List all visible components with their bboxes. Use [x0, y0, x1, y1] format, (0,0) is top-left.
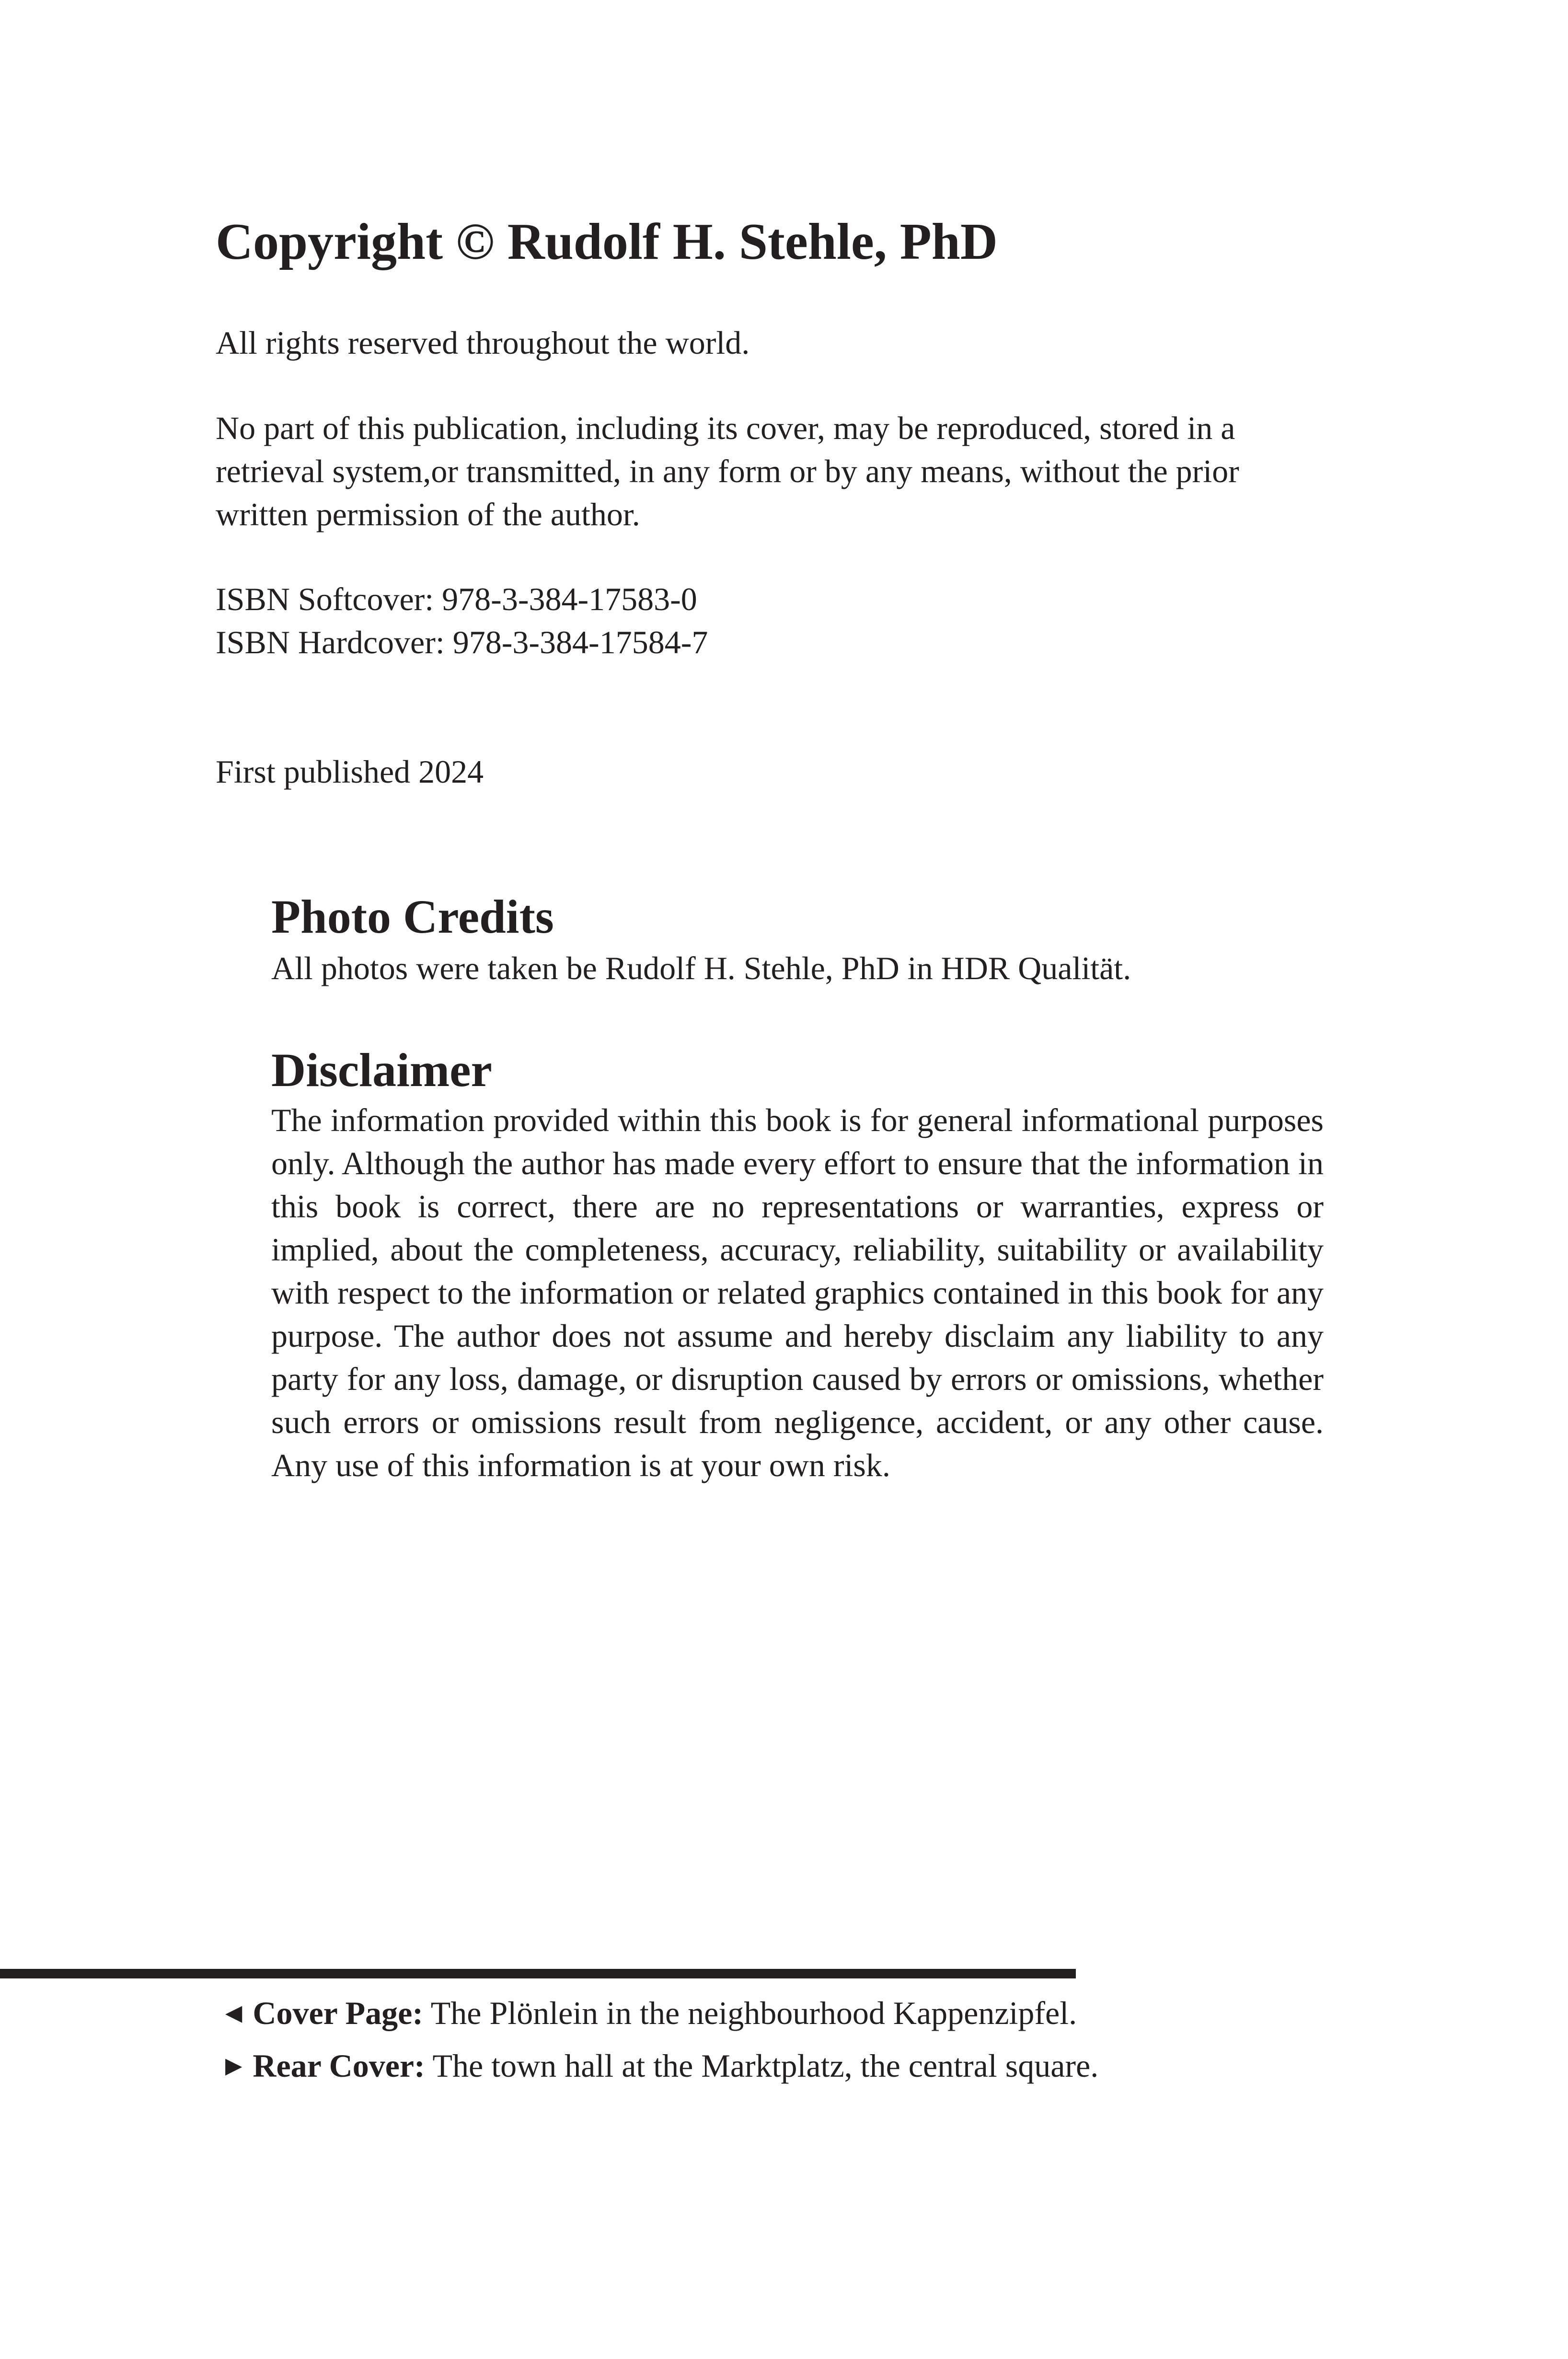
isbn-softcover: ISBN Softcover: 978-3-384-17583-0 [216, 581, 697, 617]
caption-label: Rear Cover: [253, 2047, 425, 2084]
caption-text: The town hall at the Marktplatz, the central square. [425, 2047, 1099, 2084]
disclaimer-heading: Disclaimer [271, 1043, 492, 1097]
horizontal-rule [0, 1969, 1076, 1978]
photo-credits-text: All photos were taken be Rudolf H. Stehle, PhD in HDR Qualität. [271, 950, 1131, 986]
disclaimer-text: The information provided within this book is for general informational purposes only. Although the author has made every effort to ensure that the information in this book is correct, there are no representations or warranties, express or implied, about the completeness, accuracy, reliability, suitability or availability with respect to the information or related graphics contained in this book for any purpose. The author does not assume and hereby disclaim any liability to any party for any loss, damage, or disruption caused by errors or omissions, whether such errors or omissions result from negligence, accident, or any other cause. Any use of this information is at your own risk. [271, 1102, 1324, 1483]
reproduction-notice [216, 406, 1239, 536]
right-arrow-icon: ▶ [225, 2052, 242, 2078]
rights-statement: All rights reserved throughout the world. [216, 324, 750, 361]
isbn-hardcover: ISBN Hardcover: 978-3-384-17584-7 [216, 624, 708, 660]
isbn-block [216, 578, 708, 664]
left-arrow-icon: ◀ [225, 2000, 242, 2025]
caption-label: Cover Page: [253, 1995, 423, 2031]
first-published: First published 2024 [216, 753, 484, 790]
caption-text: The Plönlein in the neighbourhood Kappenzipfel. [423, 1995, 1077, 2031]
cover-page-caption [225, 1991, 1077, 2035]
copyright-heading: Copyright © Rudolf H. Stehle, PhD [216, 213, 998, 270]
notice-line: written permission of the author. [216, 496, 640, 532]
notice-line: retrieval system,or transmitted, in any form or by any means, without the prior [216, 453, 1239, 489]
rear-cover-caption [225, 2044, 1098, 2087]
notice-line: No part of this publication, including its cover, may be reproduced, stored in a [216, 410, 1235, 446]
photo-credits-heading: Photo Credits [271, 890, 554, 943]
